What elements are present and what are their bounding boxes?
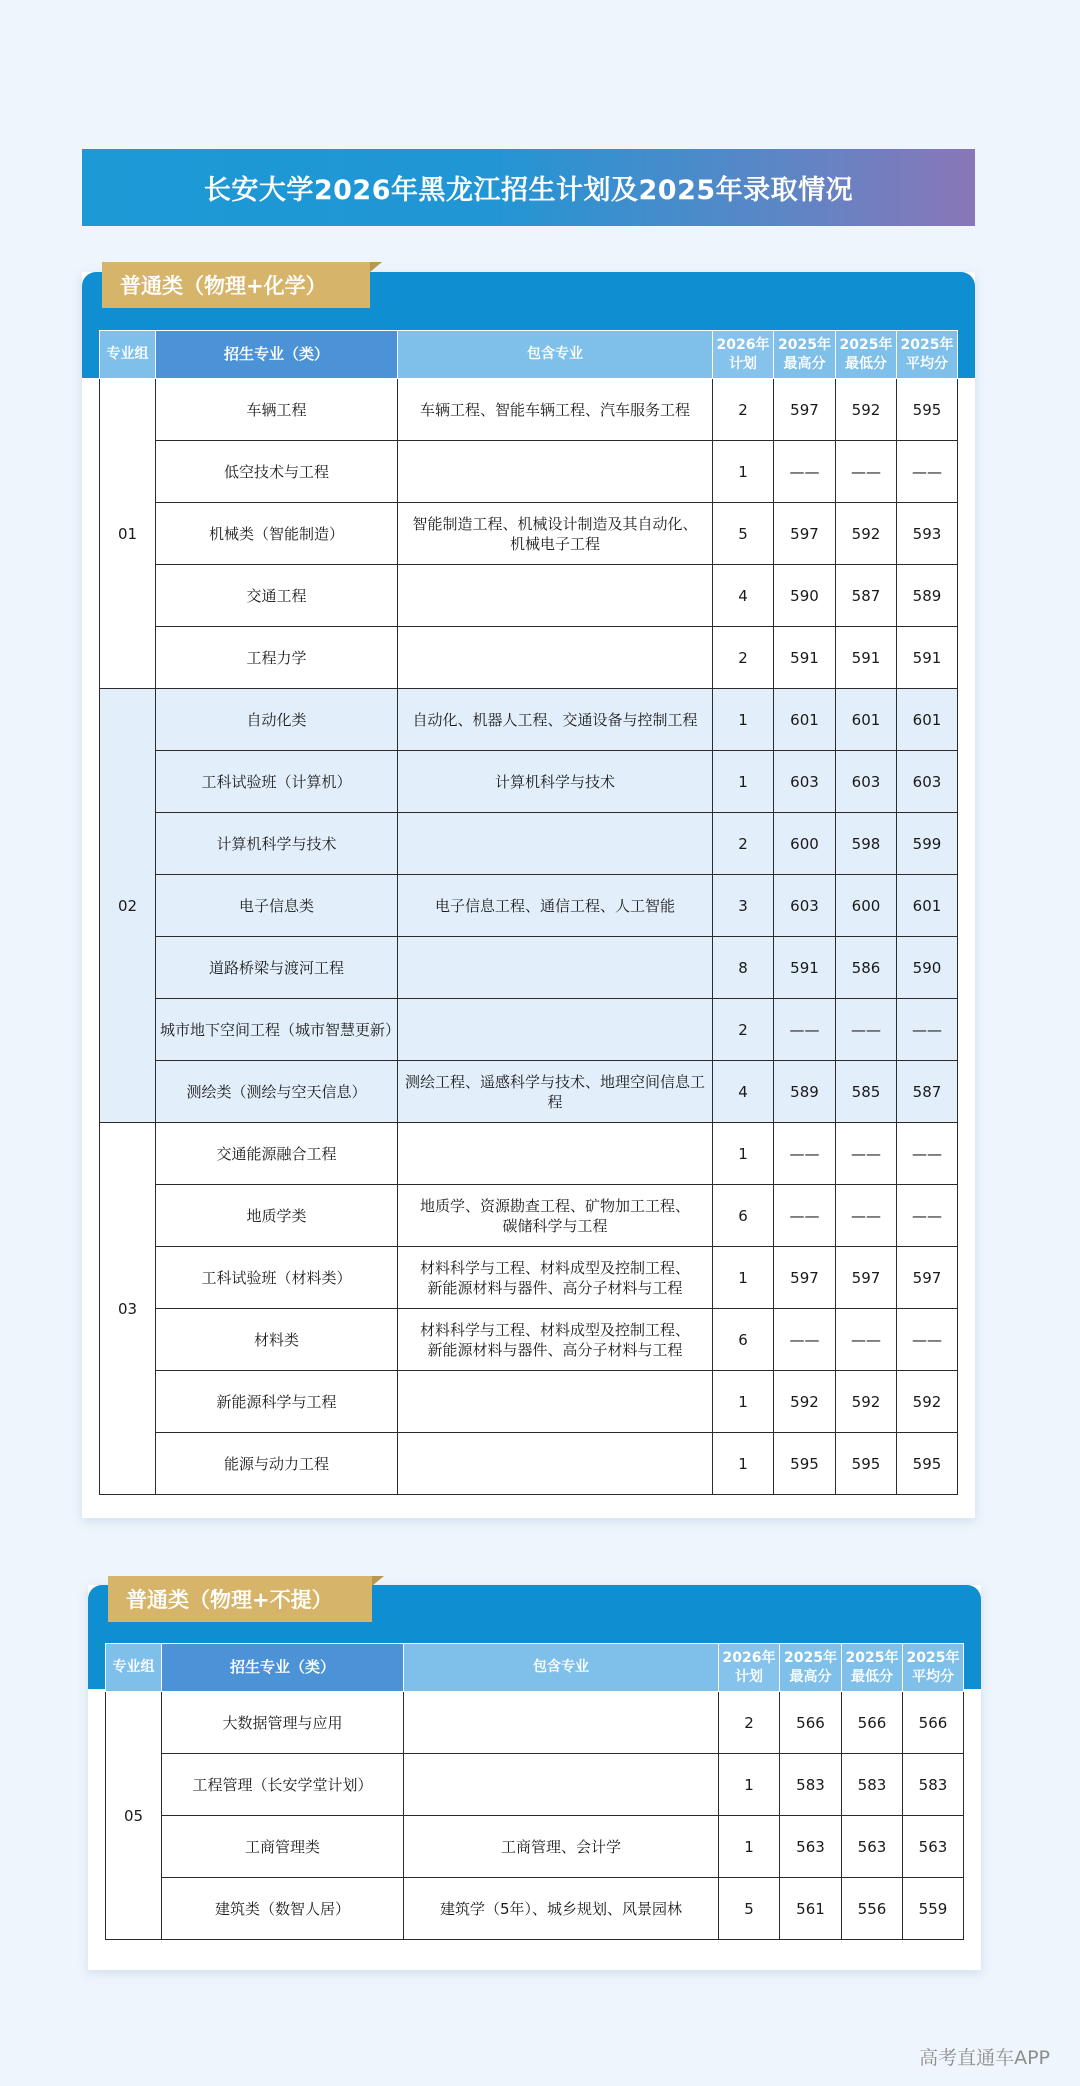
score-plan: 5	[719, 1878, 780, 1940]
score-avg: 601	[897, 689, 958, 751]
score-avg: 592	[897, 1371, 958, 1433]
included-majors	[398, 999, 713, 1061]
col-header-plan-2026: 2026年 计划	[713, 331, 774, 379]
table-row	[100, 1433, 958, 1495]
score-max: 603	[774, 751, 836, 813]
included-majors-line: 自动化、机器人工程、交通设备与控制工程	[412, 710, 698, 729]
group-code: 05	[106, 1692, 162, 1940]
score-plan: 2	[719, 1692, 780, 1754]
col-header-includes: 包含专业	[398, 331, 713, 379]
score-plan: 1	[713, 1371, 774, 1433]
col-header-major: 招生专业（类）	[156, 331, 398, 379]
table-row	[106, 1754, 964, 1816]
score-avg: ——	[897, 441, 958, 503]
score-avg: 587	[897, 1061, 958, 1123]
col-header-group: 专业组	[106, 1644, 162, 1692]
score-avg: 593	[897, 503, 958, 565]
score-min: 601	[836, 689, 897, 751]
table-row	[100, 1247, 958, 1309]
score-min: ——	[836, 999, 897, 1061]
table-row	[106, 1816, 964, 1878]
major-name: 工科试验班（计算机）	[156, 751, 398, 813]
score-max: ——	[774, 1123, 836, 1185]
included-majors-line: 地质学、资源勘查工程、矿物加工工程、	[419, 1196, 690, 1215]
included-majors	[398, 1371, 713, 1433]
score-max: 561	[780, 1878, 842, 1940]
col-header-max-2025: 2025年 最高分	[774, 331, 836, 379]
major-name: 工程管理（长安学堂计划）	[162, 1754, 404, 1816]
page-title: 长安大学2026年黑龙江招生计划及2025年录取情况	[82, 149, 975, 226]
score-avg: 583	[903, 1754, 964, 1816]
included-majors	[398, 689, 713, 751]
included-majors	[398, 379, 713, 441]
score-max: 566	[780, 1692, 842, 1754]
included-majors	[398, 813, 713, 875]
included-majors	[398, 1247, 713, 1309]
score-min: 595	[836, 1433, 897, 1495]
score-avg: ——	[897, 999, 958, 1061]
col-header-min-2025: 2025年 最低分	[842, 1644, 903, 1692]
score-avg: ——	[897, 1309, 958, 1371]
score-max: 592	[774, 1371, 836, 1433]
score-plan: 4	[713, 565, 774, 627]
included-majors	[404, 1816, 719, 1878]
score-max: 597	[774, 1247, 836, 1309]
score-max: 591	[774, 937, 836, 999]
score-plan: 2	[713, 999, 774, 1061]
score-avg: 595	[897, 1433, 958, 1495]
score-min: 587	[836, 565, 897, 627]
group-code: 03	[100, 1123, 156, 1495]
table-row	[100, 379, 958, 441]
major-name: 工科试验班（材料类）	[156, 1247, 398, 1309]
major-name: 低空技术与工程	[156, 441, 398, 503]
score-min: 600	[836, 875, 897, 937]
included-majors-line: 计算机科学与技术	[494, 772, 615, 791]
score-plan: 4	[713, 1061, 774, 1123]
score-max: 597	[774, 379, 836, 441]
score-min: 566	[842, 1692, 903, 1754]
score-avg: 603	[897, 751, 958, 813]
table-row	[100, 441, 958, 503]
group-code: 02	[100, 689, 156, 1123]
score-plan: 1	[713, 1247, 774, 1309]
score-plan: 8	[713, 937, 774, 999]
score-min: 556	[842, 1878, 903, 1940]
score-max: 591	[774, 627, 836, 689]
score-max: ——	[774, 441, 836, 503]
score-plan: 1	[713, 689, 774, 751]
section-card-physics-any	[88, 1585, 981, 1970]
score-max: 600	[774, 813, 836, 875]
major-name: 机械类（智能制造）	[156, 503, 398, 565]
score-avg: 590	[897, 937, 958, 999]
section-tab-physics-chemistry: 普通类（物理+化学）	[102, 262, 370, 308]
score-avg: 566	[903, 1692, 964, 1754]
major-name: 交通能源融合工程	[156, 1123, 398, 1185]
table-row	[100, 565, 958, 627]
included-majors	[398, 875, 713, 937]
major-name: 材料类	[156, 1309, 398, 1371]
table-row	[100, 1123, 958, 1185]
major-name: 地质学类	[156, 1185, 398, 1247]
table-row	[100, 1185, 958, 1247]
included-majors	[398, 503, 713, 565]
included-majors	[404, 1754, 719, 1816]
score-max: ——	[774, 999, 836, 1061]
score-min: 603	[836, 751, 897, 813]
section-tab-physics-any: 普通类（物理+不提）	[108, 1576, 372, 1622]
score-avg: 591	[897, 627, 958, 689]
major-name: 工程力学	[156, 627, 398, 689]
table-row	[100, 751, 958, 813]
score-avg: 563	[903, 1816, 964, 1878]
table-row	[100, 813, 958, 875]
score-avg: 595	[897, 379, 958, 441]
score-max: 583	[780, 1754, 842, 1816]
score-plan: 1	[713, 1433, 774, 1495]
included-majors-line: 工商管理、会计学	[500, 1837, 621, 1856]
score-min: 585	[836, 1061, 897, 1123]
score-min: 592	[836, 379, 897, 441]
score-min: 563	[842, 1816, 903, 1878]
score-max: 589	[774, 1061, 836, 1123]
score-min: 592	[836, 503, 897, 565]
score-max: 563	[780, 1816, 842, 1878]
table-row	[106, 1692, 964, 1754]
admission-table-physics-any	[105, 1643, 964, 1940]
included-majors	[398, 565, 713, 627]
score-min: 592	[836, 1371, 897, 1433]
included-majors-line: 碳储科学与工程	[502, 1216, 608, 1235]
table-row	[100, 875, 958, 937]
included-majors-line: 新能源材料与器件、高分子材料与工程	[427, 1340, 683, 1359]
score-plan: 1	[719, 1816, 780, 1878]
major-name: 电子信息类	[156, 875, 398, 937]
score-avg: 599	[897, 813, 958, 875]
major-name: 交通工程	[156, 565, 398, 627]
table-row	[106, 1878, 964, 1940]
score-plan: 5	[713, 503, 774, 565]
major-name: 大数据管理与应用	[162, 1692, 404, 1754]
score-avg: ——	[897, 1123, 958, 1185]
included-majors	[398, 1433, 713, 1495]
col-header-includes: 包含专业	[404, 1644, 719, 1692]
score-max: 597	[774, 503, 836, 565]
table-row	[100, 999, 958, 1061]
major-name: 建筑类（数智人居）	[162, 1878, 404, 1940]
group-code: 01	[100, 379, 156, 689]
included-majors	[398, 1309, 713, 1371]
score-max: 601	[774, 689, 836, 751]
score-avg: ——	[897, 1185, 958, 1247]
score-avg: 589	[897, 565, 958, 627]
score-min: ——	[836, 1123, 897, 1185]
score-max: 590	[774, 565, 836, 627]
major-name: 计算机科学与技术	[156, 813, 398, 875]
table-row	[100, 937, 958, 999]
score-min: 597	[836, 1247, 897, 1309]
score-plan: 6	[713, 1309, 774, 1371]
col-header-major: 招生专业（类）	[162, 1644, 404, 1692]
score-plan: 1	[713, 751, 774, 813]
score-plan: 2	[713, 379, 774, 441]
col-header-plan-2026: 2026年 计划	[719, 1644, 780, 1692]
included-majors-line: 材料科学与工程、材料成型及控制工程、	[419, 1320, 690, 1339]
table-row	[100, 1309, 958, 1371]
col-header-group: 专业组	[100, 331, 156, 379]
score-avg: 601	[897, 875, 958, 937]
included-majors	[404, 1878, 719, 1940]
included-majors-line: 智能制造工程、机械设计制造及其自动化、	[412, 514, 698, 533]
included-majors-line: 电子信息工程、通信工程、人工智能	[434, 896, 675, 915]
included-majors	[398, 1061, 713, 1123]
table-row	[100, 1061, 958, 1123]
score-min: ——	[836, 441, 897, 503]
score-min: ——	[836, 1185, 897, 1247]
included-majors-line: 机械电子工程	[509, 534, 600, 553]
col-header-min-2025: 2025年 最低分	[836, 331, 897, 379]
score-plan: 1	[713, 441, 774, 503]
score-plan: 2	[713, 813, 774, 875]
major-name: 自动化类	[156, 689, 398, 751]
included-majors-line: 新能源材料与器件、高分子材料与工程	[427, 1278, 683, 1297]
score-max: 603	[774, 875, 836, 937]
score-min: 586	[836, 937, 897, 999]
included-majors-line: 车辆工程、智能车辆工程、汽车服务工程	[419, 400, 690, 419]
score-plan: 1	[713, 1123, 774, 1185]
major-name: 新能源科学与工程	[156, 1371, 398, 1433]
score-plan: 6	[713, 1185, 774, 1247]
major-name: 城市地下空间工程（城市智慧更新）	[156, 999, 398, 1061]
score-min: 598	[836, 813, 897, 875]
major-name: 工商管理类	[162, 1816, 404, 1878]
included-majors	[398, 441, 713, 503]
table-row	[100, 503, 958, 565]
score-avg: 597	[897, 1247, 958, 1309]
included-majors	[404, 1692, 719, 1754]
major-name: 能源与动力工程	[156, 1433, 398, 1495]
table-row	[100, 1371, 958, 1433]
score-min: 591	[836, 627, 897, 689]
col-header-avg-2025: 2025年 平均分	[897, 331, 958, 379]
table-row	[100, 689, 958, 751]
major-name: 道路桥梁与渡河工程	[156, 937, 398, 999]
table-row	[100, 627, 958, 689]
score-plan: 1	[719, 1754, 780, 1816]
major-name: 测绘类（测绘与空天信息）	[156, 1061, 398, 1123]
score-max: 595	[774, 1433, 836, 1495]
score-max: ——	[774, 1185, 836, 1247]
included-majors	[398, 627, 713, 689]
included-majors-line: 测绘工程、遥感科学与技术、地理空间信息工程	[404, 1072, 705, 1111]
score-plan: 3	[713, 875, 774, 937]
major-name: 车辆工程	[156, 379, 398, 441]
included-majors	[398, 751, 713, 813]
col-header-avg-2025: 2025年 平均分	[903, 1644, 964, 1692]
score-min: ——	[836, 1309, 897, 1371]
col-header-max-2025: 2025年 最高分	[780, 1644, 842, 1692]
score-max: ——	[774, 1309, 836, 1371]
score-min: 583	[842, 1754, 903, 1816]
section-card-physics-chemistry	[82, 272, 975, 1518]
included-majors-line: 材料科学与工程、材料成型及控制工程、	[419, 1258, 690, 1277]
included-majors	[398, 1185, 713, 1247]
included-majors	[398, 1123, 713, 1185]
score-plan: 2	[713, 627, 774, 689]
admission-table-physics-chemistry	[99, 330, 958, 1495]
score-avg: 559	[903, 1878, 964, 1940]
watermark: 高考直通车APP	[919, 2047, 1050, 2069]
included-majors	[398, 937, 713, 999]
included-majors-line: 建筑学（5年）、城乡规划、风景园林	[439, 1899, 683, 1918]
